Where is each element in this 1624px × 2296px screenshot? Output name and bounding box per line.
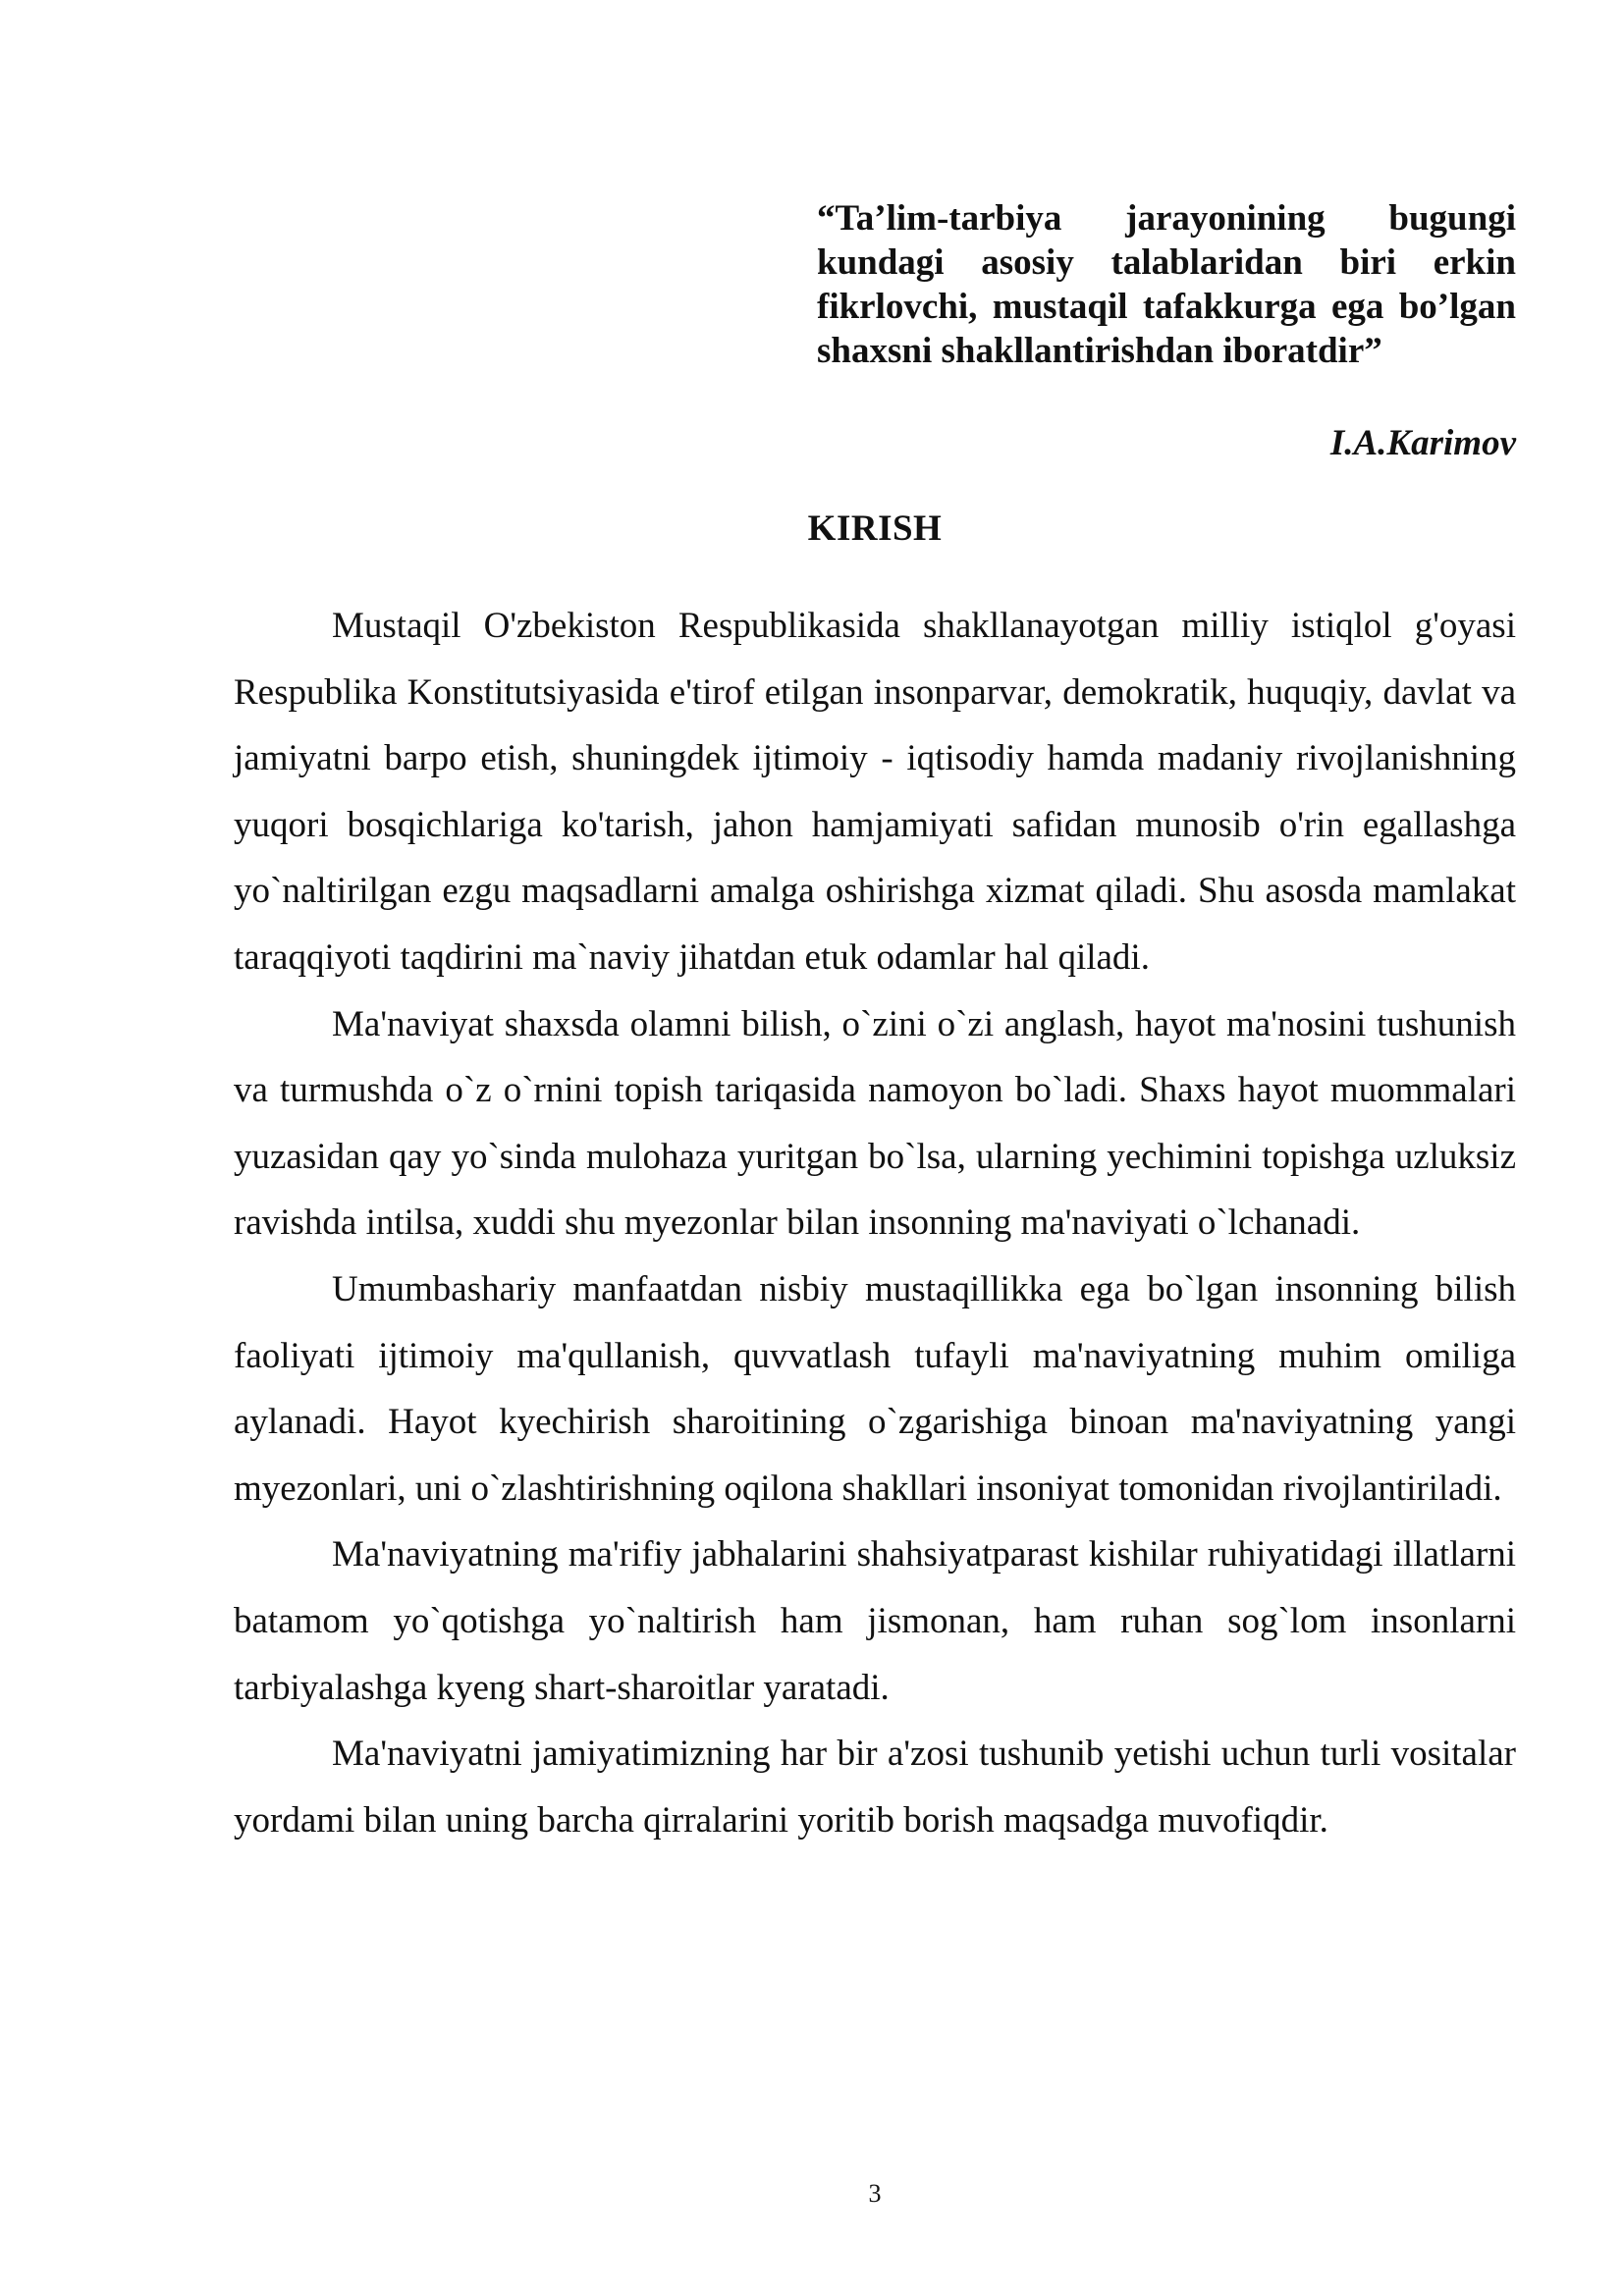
section-title: KIRISH — [807, 508, 943, 549]
paragraph: Umumbashariy manfaatdan nisbiy mustaqillikka ega bo`lgan insonning bilish faoliyati ijtimoiy ma'qullanish, quvvatlash tufayli ma'naviyatning muhim omiliga aylanadi. Hayot kyechirish sharoitining o`zgarishiga binoan ma'naviyatning yangi myezonlari, uni o`zlashtirishning oqilona shakllari insoniyat tomonidan rivojlantiriladi. — [234, 1268, 1516, 1509]
body-text — [234, 593, 1516, 1853]
paragraph: Mustaqil O'zbekiston Respublikasida shakllanayotgan milliy istiqlol g'oyasi Respublika Konstitutsiyasida e'tirof etilgan insonparvar, demokratik, huquqiy, davlat va jamiyatni barpo etish, shuningdek ijtimoiy - iqtisodiy hamda madaniy rivojlanishning yuqori bosqichlariga ko'tarish, jahon hamjamiyati safidan munosib o'rin egallashga yo`naltirilgan ezgu maqsadlarni amalga oshirishga xizmat qiladi. Shu asosda mamlakat taraqqiyoti taqdirini ma`naviy jihatdan etuk odamlar hal qiladi. — [234, 606, 1516, 978]
epigraph-author: I.A.Karimov — [1329, 423, 1516, 463]
paragraph: Ma'naviyatni jamiyatimizning har bir a'zosi tushunib yetishi uchun turli vositalar yordami bilan uning barcha qirralarini yoritib borish maqsadga muvofiqdir. — [234, 1734, 1516, 1841]
epigraph-quote: “Ta’lim-tarbiya jarayonining bugungi kundagi asosiy talablaridan biri erkin fikrlovchi, mustaqil tafakkurga ega bo’lgan shaxsni shakllantirishdan iboratdir” — [817, 198, 1516, 371]
page-number: 3 — [868, 2179, 882, 2208]
paragraph: Ma'naviyat shaxsda olamni bilish, o`zini o`zi anglash, hayot ma'nosini tushunish va turmushda o`z o`rnini topish tariqasida namoyon bo`ladi. Shaxs hayot muommalari yuzasidan qay yo`sinda mulohaza yuritgan bo`lsa, ularning yechimini topishga uzluksiz ravishda intilsa, xuddi shu myezonlar bilan insonning ma'naviyati o`lchanadi. — [234, 1003, 1516, 1244]
paragraph: Ma'naviyatning ma'rifiy jabhalarini shahsiyatparast kishilar ruhiyatidagi illatlarni batamom yo`qotishga yo`naltirish ham jismonan, ham ruhan sog`lom insonlarni tarbiyalashga kyeng shart-sharoitlar yaratadi. — [234, 1534, 1516, 1708]
